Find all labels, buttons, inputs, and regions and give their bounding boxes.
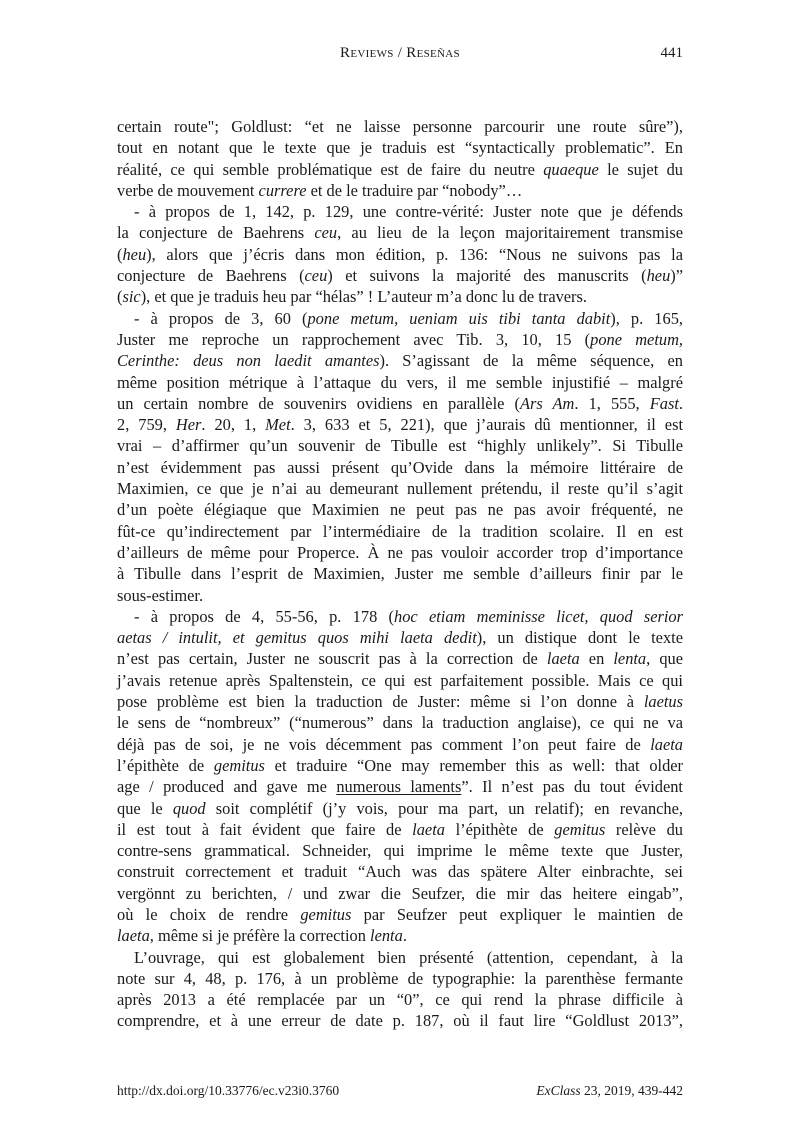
citation-details: 23, 2019, 439-442	[580, 1083, 683, 1098]
text-run: ), un distique dont le texte	[476, 628, 683, 648]
text-line	[117, 819, 683, 840]
text-run: relève du	[605, 819, 683, 839]
text-line	[117, 329, 683, 350]
text-run: où le choix de rendre	[117, 904, 301, 924]
text-line	[117, 989, 683, 1010]
text-line	[117, 542, 683, 563]
text-run: comprendre, et à une erreur de date p. 187, où il faut lire “Goldlust 2013”,	[117, 1011, 683, 1031]
text-run: age / produced and gave me	[117, 777, 337, 797]
italic-text: laeta	[650, 734, 683, 754]
text-line	[117, 755, 683, 776]
text-run: - à propos de 4, 55-56, p. 178 (	[134, 606, 394, 626]
text-run: vrai – d’affirmer qu’un souvenir de Tibulle est “highly unlikely”. Si Tibulle	[117, 436, 683, 456]
text-run: que le	[117, 798, 173, 818]
text-run: j’avais retenue après Spaltenstein, ce qui est parfaitement possible. Mais ce qui	[117, 670, 683, 690]
text-line	[117, 159, 683, 180]
text-run: note sur 4, 48, p. 176, à un problème de typographie: la parenthèse fermante	[117, 968, 683, 988]
text-line	[117, 563, 683, 584]
text-run: Maximien, ce que je n’ai au demeurant nullement prétendu, il reste qu’il s’agit	[117, 479, 683, 499]
text-line	[117, 180, 683, 201]
text-run: certain route"; Goldlust: “et ne laisse personne parcourir une route sûre”),	[117, 117, 683, 136]
text-run: fût-ce qu’indirectement par l’intermédiaire de la tradition scolaire. Il en est	[117, 521, 683, 541]
text-run: après 2013 a été remplacée par un “0”, ce qui rend la phrase difficile à	[117, 990, 683, 1010]
italic-text: pone metum,	[590, 329, 684, 349]
italic-text: Cerinthe: deus non laedit amantes	[117, 351, 380, 371]
text-run: ), p. 165,	[610, 308, 683, 328]
text-run: et de le traduire par “nobody”…	[306, 180, 523, 200]
text-line	[117, 414, 683, 435]
text-run: d’un poète élégiaque que Maximien ne peut pas ne pas avoir fréquenté, ne	[117, 500, 683, 520]
text-run: , au lieu de la leçon majoritairement transmise	[337, 223, 683, 243]
text-run: construit correctement et traduit “Auch was das spätere Alter einbrachte, sei	[117, 862, 683, 882]
text-line	[117, 968, 683, 989]
italic-text: gemitus	[300, 904, 352, 924]
text-run: d’ailleurs de même pour Properce. À ne pas vouloir accorder trop d’importance	[117, 542, 683, 562]
text-run: pose problème est bien la traduction de Juster: même si l’on donne à	[117, 692, 644, 712]
journal-citation	[536, 1083, 683, 1099]
italic-text: Met	[265, 415, 291, 435]
text-run: (	[117, 287, 123, 307]
text-line	[117, 585, 683, 606]
text-line	[117, 883, 683, 904]
text-line	[117, 648, 683, 669]
italic-text: heu	[646, 266, 671, 286]
text-line	[117, 222, 683, 243]
text-run: . 20, 1,	[201, 415, 266, 435]
text-run: .	[402, 926, 407, 946]
text-line	[117, 627, 683, 648]
italic-text: Ars Am	[519, 393, 575, 413]
italic-text: pone metum, ueniam uis tibi tanta dabit	[307, 308, 611, 328]
text-line	[117, 137, 683, 158]
text-line	[117, 499, 683, 520]
italic-text: sic	[122, 287, 141, 307]
italic-text: hoc etiam meminisse licet, quod serior	[394, 606, 683, 626]
text-line	[117, 606, 683, 627]
italic-text: laeta	[117, 926, 150, 946]
text-run: .	[678, 393, 683, 413]
text-line	[117, 1010, 683, 1031]
text-run: . 1, 555,	[574, 393, 650, 413]
text-run: par Seufzer peut expliquer le maintien de	[351, 904, 684, 924]
text-run: n’est évidemment pas aussi présent qu’Ovide dans la mémoire littéraire de	[117, 457, 683, 477]
italic-text: laetus	[643, 692, 683, 712]
italic-text: heu	[122, 244, 147, 264]
text-line	[117, 244, 683, 265]
text-run: sous-estimer.	[117, 585, 204, 605]
text-run: la conjecture de Baehrens	[117, 223, 315, 243]
text-run: et traduire “One may remember this as well: that older	[264, 755, 683, 775]
text-run: ) et suivons la majorité des manuscrits (	[327, 266, 647, 286]
italic-text: gemitus	[213, 755, 265, 775]
italic-text: currere	[258, 180, 307, 200]
body-text	[117, 116, 683, 1032]
running-header	[117, 45, 683, 69]
text-run: , que	[646, 649, 683, 669]
text-run: un certain nombre de souvenirs ovidiens en parallèle (	[117, 393, 520, 413]
journal-name: ExClass	[536, 1083, 581, 1098]
text-line	[117, 840, 683, 861]
italic-text: ceu	[314, 223, 338, 243]
text-run: contre-sens grammatical. Schneider, qui imprime le même texte que Juster,	[117, 841, 683, 861]
text-run: conjecture de Baehrens (	[117, 266, 305, 286]
italic-text: quaeque	[543, 159, 599, 179]
text-line	[117, 286, 683, 307]
doi-link[interactable]: http://dx.doi.org/10.33776/ec.v23i0.3760	[117, 1083, 340, 1098]
text-run: à Tibulle dans l’esprit de Maximien, Juster me semble d’ailleurs finir par le	[117, 564, 683, 584]
text-run: vergönnt zu berichten, / und zwar die Seufzer, die mir das heitere eingab”,	[117, 883, 683, 903]
text-run: verbe de mouvement	[117, 180, 259, 200]
italic-text: aetas / intulit, et gemitus quos mihi laeta dedit	[117, 628, 477, 648]
text-run: - à propos de 3, 60 (	[134, 308, 308, 328]
text-run: 2, 759,	[117, 415, 176, 435]
text-run: ”. Il n’est pas du tout évident	[461, 777, 683, 797]
text-run: . 3, 633 et 5, 221), que j’aurais dû mentionner, il est	[290, 415, 683, 435]
text-line	[117, 798, 683, 819]
text-run: le sens de “nombreux” (“numerous” dans la traduction anglaise), ce qui ne va	[117, 713, 683, 733]
text-run: tout en notant que le texte que je traduis est “syntactically problematic”. En	[117, 138, 683, 158]
text-run: le sujet du	[598, 159, 683, 179]
italic-text: lenta	[370, 926, 403, 946]
text-run: réalité, ce qui semble problématique est de faire du neutre	[117, 159, 544, 179]
text-run: - à propos de 1, 142, p. 129, une contre-vérité: Juster note que je défends	[134, 202, 683, 222]
text-run: en	[579, 649, 614, 669]
text-run: déjà pas de soi, je ne vois décemment pas comment l’on peut faire de	[117, 734, 651, 754]
italic-text: laeta	[546, 649, 580, 669]
text-line	[117, 393, 683, 414]
text-line	[117, 691, 683, 712]
text-run: ). S’agissant de la même séquence, en	[379, 351, 683, 371]
text-run: ), et que je traduis heu par “hélas” ! L’auteur m’a donc lu de travers.	[140, 287, 587, 307]
text-line	[117, 925, 683, 946]
text-run: Juster me reproche un rapprochement avec Tib. 3, 10, 15 (	[117, 329, 591, 349]
text-line	[117, 904, 683, 925]
text-run: (	[117, 244, 123, 264]
text-line	[117, 712, 683, 733]
text-run: , même si je préfère la correction	[149, 926, 371, 946]
text-line	[117, 435, 683, 456]
italic-text: quod	[172, 798, 206, 818]
italic-text: ceu	[304, 266, 328, 286]
text-line	[117, 670, 683, 691]
text-line	[117, 350, 683, 371]
text-line	[117, 201, 683, 222]
text-line	[117, 265, 683, 286]
italic-text: Fast	[649, 393, 679, 413]
text-line	[117, 478, 683, 499]
italic-text: laeta	[412, 819, 445, 839]
text-run: il est tout à fait évident que faire de	[117, 819, 413, 839]
italic-text: lenta	[613, 649, 647, 669]
italic-text: Her	[175, 415, 202, 435]
text-line	[117, 457, 683, 478]
text-run: soit complétif (j’y vois, pour ma part, un relatif); en revanche,	[205, 798, 683, 818]
text-run: L’ouvrage, qui est globalement bien présenté (attention, cependant, à la	[134, 947, 683, 967]
page-number: 441	[660, 45, 683, 61]
underlined-text: numerous laments	[336, 777, 462, 797]
text-run: l’épithète de	[117, 755, 214, 775]
text-run: )”	[670, 266, 683, 286]
text-line	[117, 734, 683, 755]
text-line	[117, 947, 683, 968]
running-title: Reviews / Reseñas	[340, 45, 460, 61]
text-line	[117, 116, 683, 137]
text-line	[117, 372, 683, 393]
text-run: ), alors que j’écris dans mon édition, p. 136: “Nous ne suivons pas la	[146, 244, 683, 264]
text-run: même position métrique à l’attaque du vers, il me semble injustifié – malgré	[117, 372, 683, 392]
text-line	[117, 861, 683, 882]
text-run: n’est pas certain, Juster ne souscrit pas à la correction de	[117, 649, 547, 669]
text-line	[117, 521, 683, 542]
text-run: l’épithète de	[444, 819, 555, 839]
italic-text: gemitus	[554, 819, 606, 839]
text-line	[117, 776, 683, 797]
text-line	[117, 308, 683, 329]
